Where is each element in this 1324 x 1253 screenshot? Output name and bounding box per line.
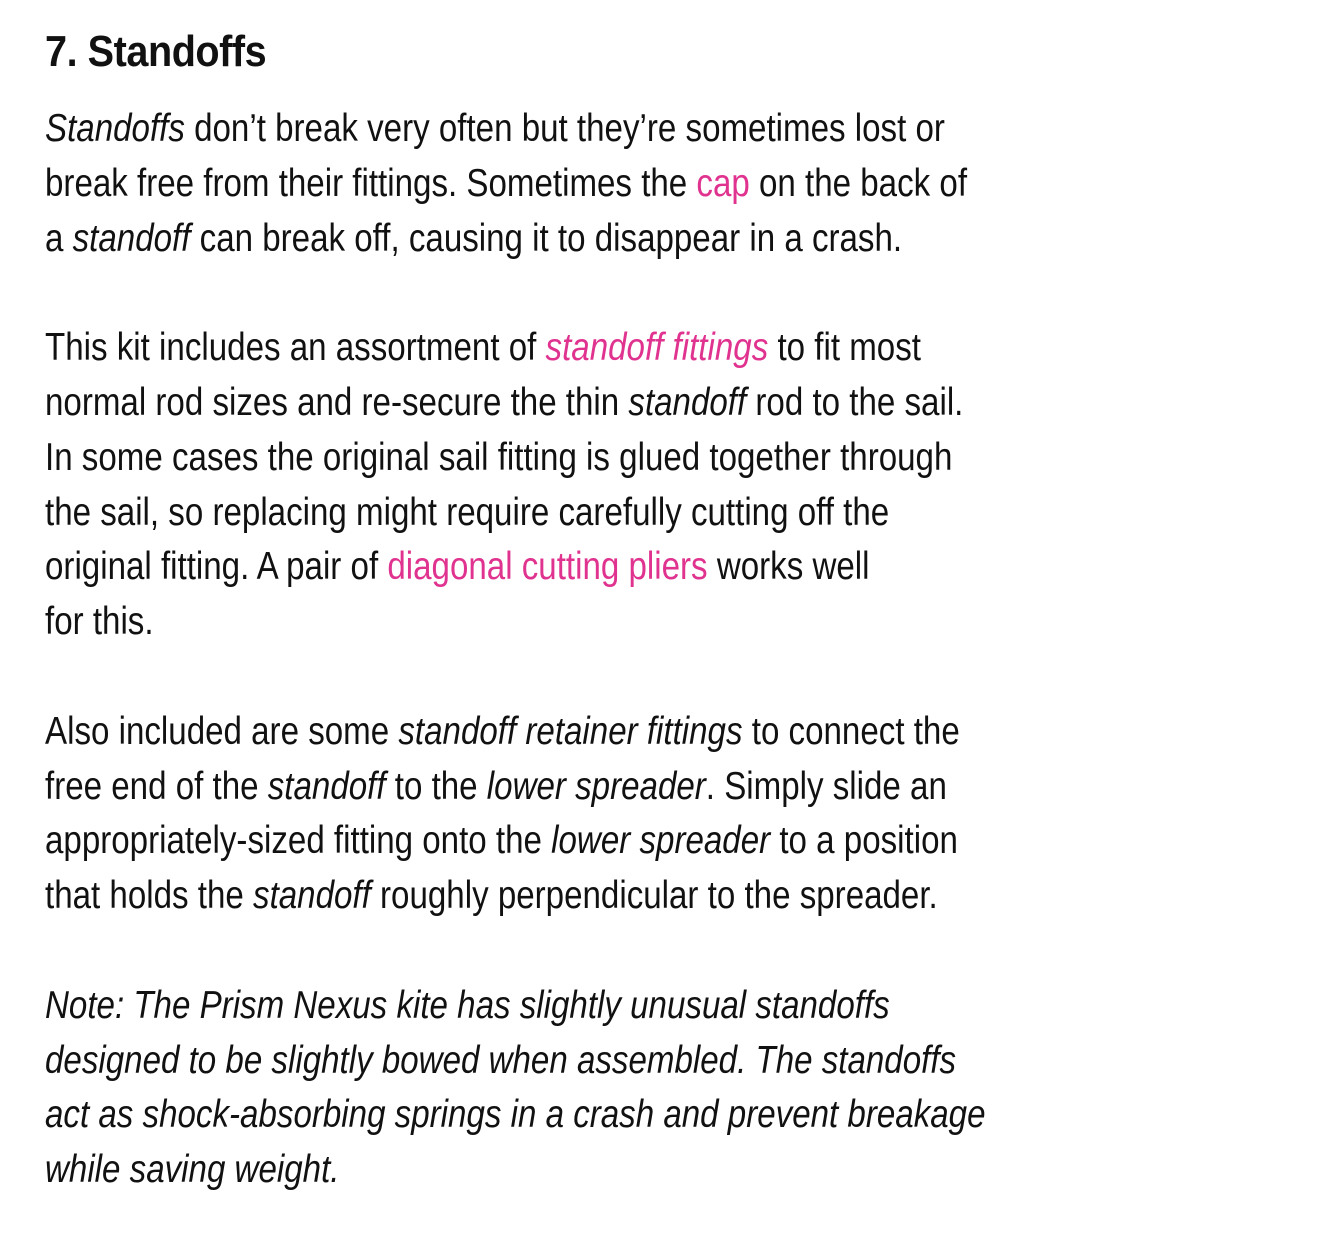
text-run: appropriately-sized fitting onto the xyxy=(45,819,552,863)
term-standoffs: Standoffs xyxy=(45,107,185,150)
text-run: roughly perpendicular to the spreader. xyxy=(370,874,938,918)
term-standoff: standoff xyxy=(72,216,191,260)
text-line: designed to be slightly bowed when assembled. The standoffs xyxy=(45,1038,957,1082)
paragraph-kit-fittings xyxy=(45,321,1120,650)
text-line: In some cases the original sail fitting is glued together through xyxy=(45,435,953,479)
text-line: the sail, so replacing might require carefully cutting off the xyxy=(45,490,890,534)
text-line xyxy=(45,869,1120,924)
text-line: while saving weight. xyxy=(45,1148,340,1192)
text-line xyxy=(45,157,1120,212)
text-line xyxy=(45,212,1120,267)
text-line xyxy=(45,376,1120,431)
term-standoff-retainer-fittings: standoff retainer fittings xyxy=(398,709,743,753)
text-line xyxy=(45,540,1120,595)
term-standoff: standoff xyxy=(628,380,747,424)
document-page xyxy=(45,22,1295,1253)
text-run: on the back of xyxy=(749,161,968,205)
note-paragraph xyxy=(45,979,1120,1198)
text-run: original fitting. A pair of xyxy=(45,545,388,589)
text-run: to a position xyxy=(770,819,958,863)
text-run: This kit includes an assortment of xyxy=(45,326,546,370)
paragraph-retainer-fittings xyxy=(45,705,1120,924)
section-heading: 7. Standoffs xyxy=(45,27,267,76)
text-line xyxy=(45,760,1120,815)
text-run: works well xyxy=(707,545,870,589)
text-run: a xyxy=(45,216,73,260)
text-line xyxy=(45,102,1120,157)
term-lower-spreader: lower spreader xyxy=(486,764,706,808)
text-line xyxy=(45,321,1120,376)
text-run: to the xyxy=(385,764,487,808)
text-line: for this. xyxy=(45,600,154,644)
term-standoff: standoff xyxy=(267,764,386,808)
text-run: to connect the xyxy=(742,709,960,753)
text-run: don’t break very often but they’re sometimes lost or xyxy=(184,107,945,150)
text-run: that holds the xyxy=(45,874,254,918)
text-run: . Simply slide an xyxy=(705,764,947,808)
highlight-diagonal-cutting-pliers: diagonal cutting pliers xyxy=(387,545,708,589)
text-run: Also included are some xyxy=(45,709,399,753)
highlight-cap: cap xyxy=(696,161,750,205)
text-line: act as shock-absorbing springs in a crash and prevent breakage xyxy=(45,1093,986,1137)
text-run: free end of the xyxy=(45,764,268,808)
text-run: to fit most xyxy=(768,326,921,370)
term-standoff: standoff xyxy=(253,874,371,918)
text-run: break free from their fittings. Sometimes the xyxy=(45,161,697,205)
text-run: rod to the sail. xyxy=(746,380,964,424)
term-lower-spreader: lower spreader xyxy=(551,819,771,863)
paragraph-standoffs-intro xyxy=(45,102,1120,266)
text-run: can break off, causing it to disappear in a crash. xyxy=(190,216,903,260)
text-line: Note: The Prism Nexus kite has slightly unusual standoffs xyxy=(45,983,890,1027)
text-line xyxy=(45,814,1120,869)
text-run: normal rod sizes and re-secure the thin xyxy=(45,380,629,424)
highlight-standoff-fittings: standoff fittings xyxy=(545,326,769,370)
text-line xyxy=(45,705,1120,760)
